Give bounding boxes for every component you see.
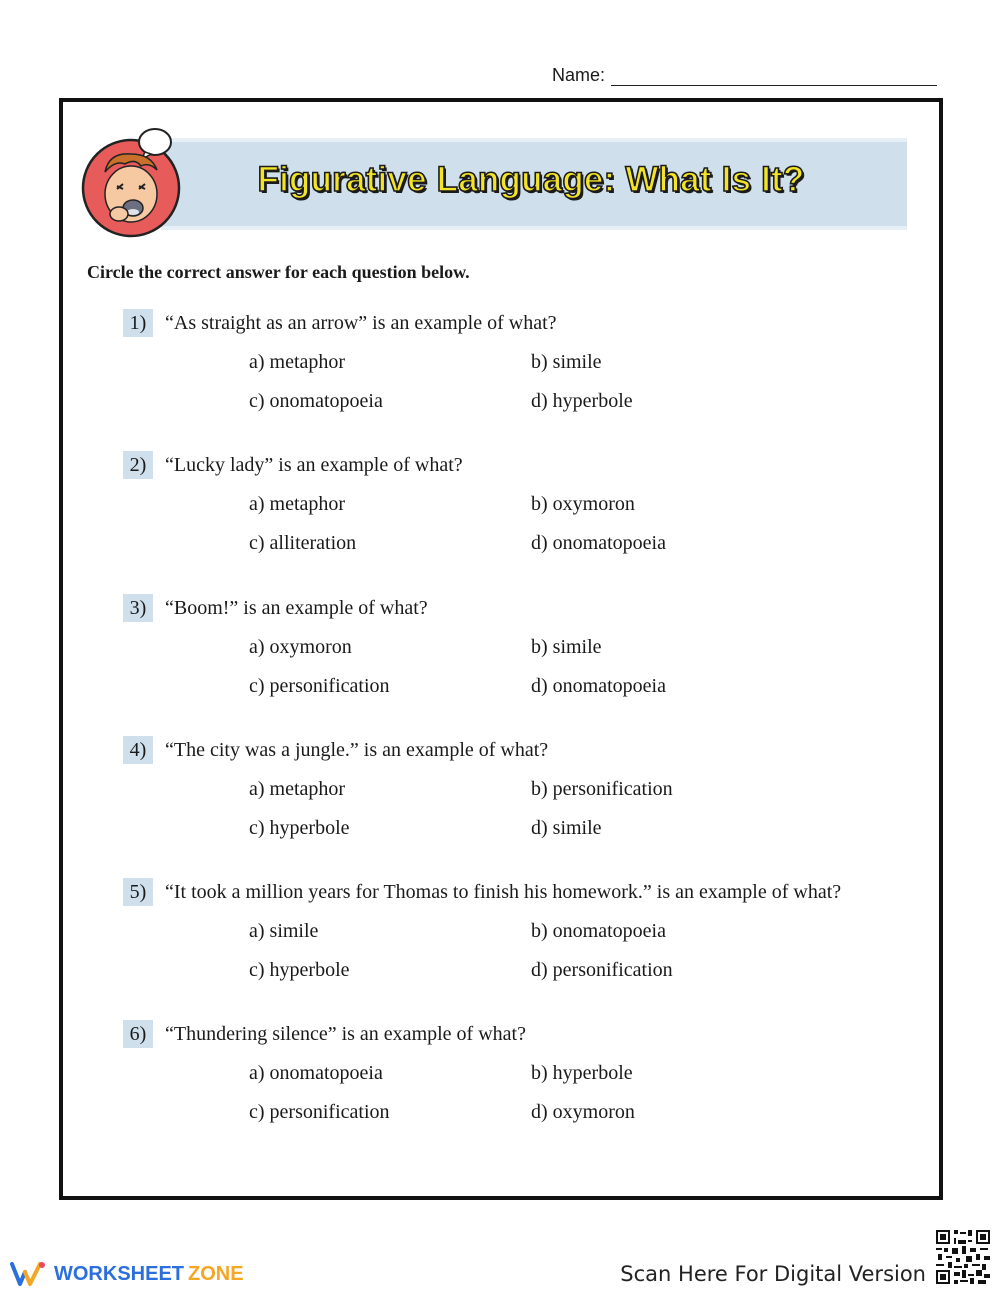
option-a[interactable]: a) simile [249,920,319,942]
brand-name-part1: WORKSHEET [54,1262,184,1285]
name-field [552,60,937,86]
name-underline [611,67,937,86]
question-2 [123,451,923,561]
question-4 [123,736,923,846]
question-text: “Thundering silence” is an example of what? [165,1023,526,1045]
option-b[interactable]: b) simile [531,636,602,658]
question-text: “Lucky lady” is an example of what? [165,454,463,476]
option-d[interactable]: d) simile [531,817,602,839]
worksheet-zone-logo-icon [10,1260,46,1288]
question-6 [123,1020,923,1130]
question-3 [123,594,923,704]
option-b[interactable]: b) onomatopoeia [531,920,666,942]
question-list [63,102,939,1196]
question-number: 2) [123,451,153,479]
brand-name-part2: ZONE [188,1262,244,1285]
instruction-text: Circle the correct answer for each question below. [87,262,470,282]
question-text: “The city was a jungle.” is an example of what? [165,739,549,761]
scan-instruction: Scan Here For Digital Version [620,1262,926,1286]
option-d[interactable]: d) personification [531,959,673,981]
option-d[interactable]: d) onomatopoeia [531,675,666,697]
option-c[interactable]: c) personification [249,675,390,697]
question-5 [123,878,923,988]
option-d[interactable]: d) hyperbole [531,390,633,412]
question-1 [123,309,923,419]
option-a[interactable]: a) metaphor [249,778,346,800]
worksheet-title: Figurative Language: What Is It? [257,160,805,199]
option-c[interactable]: c) alliteration [249,532,357,554]
option-d[interactable]: d) onomatopoeia [531,532,666,554]
option-d[interactable]: d) oxymoron [531,1101,635,1123]
name-label: Name: [552,65,606,85]
question-number: 6) [123,1020,153,1048]
question-number: 3) [123,594,153,622]
question-number: 4) [123,736,153,764]
question-text: “Boom!” is an example of what? [165,597,428,619]
option-b[interactable]: b) hyperbole [531,1062,633,1084]
option-a[interactable]: a) onomatopoeia [249,1062,383,1084]
option-a[interactable]: a) oxymoron [249,636,352,658]
option-c[interactable]: c) hyperbole [249,817,350,839]
option-c[interactable]: c) hyperbole [249,959,350,981]
option-c[interactable]: c) onomatopoeia [249,390,383,412]
option-a[interactable]: a) metaphor [249,493,346,515]
option-b[interactable]: b) oxymoron [531,493,635,515]
qr-code-icon[interactable] [934,1228,992,1286]
option-b[interactable]: b) simile [531,351,602,373]
question-text: “It took a million years for Thomas to finish his homework.” is an example of what? [165,881,842,903]
brand-logo [10,1258,244,1290]
worksheet-frame [59,98,943,1200]
option-a[interactable]: a) metaphor [249,351,346,373]
option-b[interactable]: b) personification [531,778,673,800]
question-number: 1) [123,309,153,337]
question-text: “As straight as an arrow” is an example of what? [165,312,557,334]
option-c[interactable]: c) personification [249,1101,390,1123]
question-number: 5) [123,878,153,906]
